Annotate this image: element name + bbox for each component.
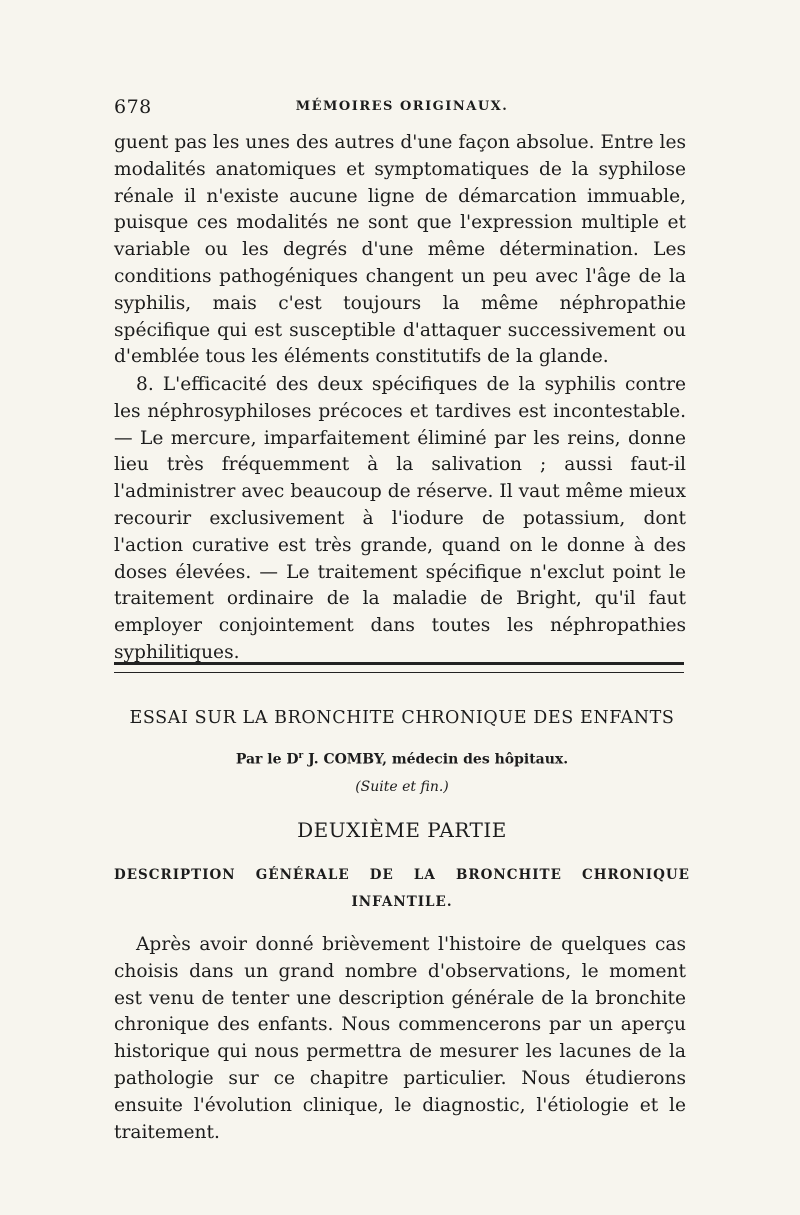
- page-number: 678: [114, 96, 152, 118]
- heading-word: BRONCHITE: [455, 867, 562, 883]
- paragraph-text: 8. L'efficacité des deux spécifiques de la syphilis contre les néphrosyphiloses précoces et tardives est incontestable. — Le mercure, imparfaitement éliminé par les reins, donne lieu très fréquemment à la salivation ; aussi faut-il l'administrer avec beaucoup de réserve. Il vaut même mieux recourir exclusivement à l'iodure de potassium, dont l'action curative est très grande, quand on le donne à des doses élevées. — Le traitement spécifique n'exclut point le traitement ordinaire de la maladie de Bright, qu'il faut employer conjointement dans toutes les néphropathies syphilitiques.: [114, 374, 686, 663]
- heading-word: DE: [369, 867, 394, 883]
- article-byline: [114, 751, 690, 768]
- part-title: DEUXIÈME PARTIE: [297, 818, 507, 842]
- page-header: [114, 96, 690, 120]
- section-heading-line-1: [114, 862, 690, 889]
- section-heading-line-2: INFANTILE.: [351, 894, 453, 910]
- paragraph-point-8: [114, 372, 686, 667]
- section-divider-rule: [114, 662, 684, 673]
- byline-superscript: r: [298, 751, 304, 761]
- paragraph-text: Après avoir donné brièvement l'histoire de quelques cas choisis dans un grand nombre d'observations, le moment est venu de tenter une description générale de la bronchite chronique des enfants. Nous commencerons par un aperçu historique qui nous permettra de mesurer les lacunes de la pathologie sur ce chapitre particulier. Nous étudierons ensuite l'évolution clinique, le diagnostic, l'étiologie et le traitement.: [114, 934, 686, 1143]
- continuation-note: (Suite et fin.): [355, 779, 449, 795]
- paragraph-text: guent pas les unes des autres d'une façon absolue. Entre les modalités anatomiques et symptomatiques de la syphilose rénale il n'existe aucune ligne de démarcation immuable, puisque ces modalités ne sont que l'expression multiple et variable ou les degrés d'une même détermination. Les conditions pathogéniques changent un peu avec l'âge de la syphilis, mais c'est toujours la même néphropathie spécifique qui est susceptible d'attaquer successivement ou d'emblée tous les éléments constitutifs de la glande.: [114, 132, 686, 368]
- byline-prefix: Par le D: [235, 751, 299, 768]
- section-heading: [114, 862, 690, 916]
- paragraph-introduction: [114, 932, 686, 1146]
- byline-author: J. COMBY, médecin des hôpitaux.: [303, 751, 569, 768]
- heading-word: LA: [413, 867, 436, 883]
- paragraph-continued: [114, 130, 686, 371]
- running-head: MÉMOIRES ORIGINAUX.: [295, 99, 509, 114]
- article-title: ESSAI SUR LA BRONCHITE CHRONIQUE DES ENFANTS: [129, 708, 675, 728]
- heading-word: GÉNÉRALE: [255, 867, 350, 883]
- heading-word: DESCRIPTION: [114, 867, 236, 883]
- heading-word: CHRONIQUE: [581, 867, 690, 883]
